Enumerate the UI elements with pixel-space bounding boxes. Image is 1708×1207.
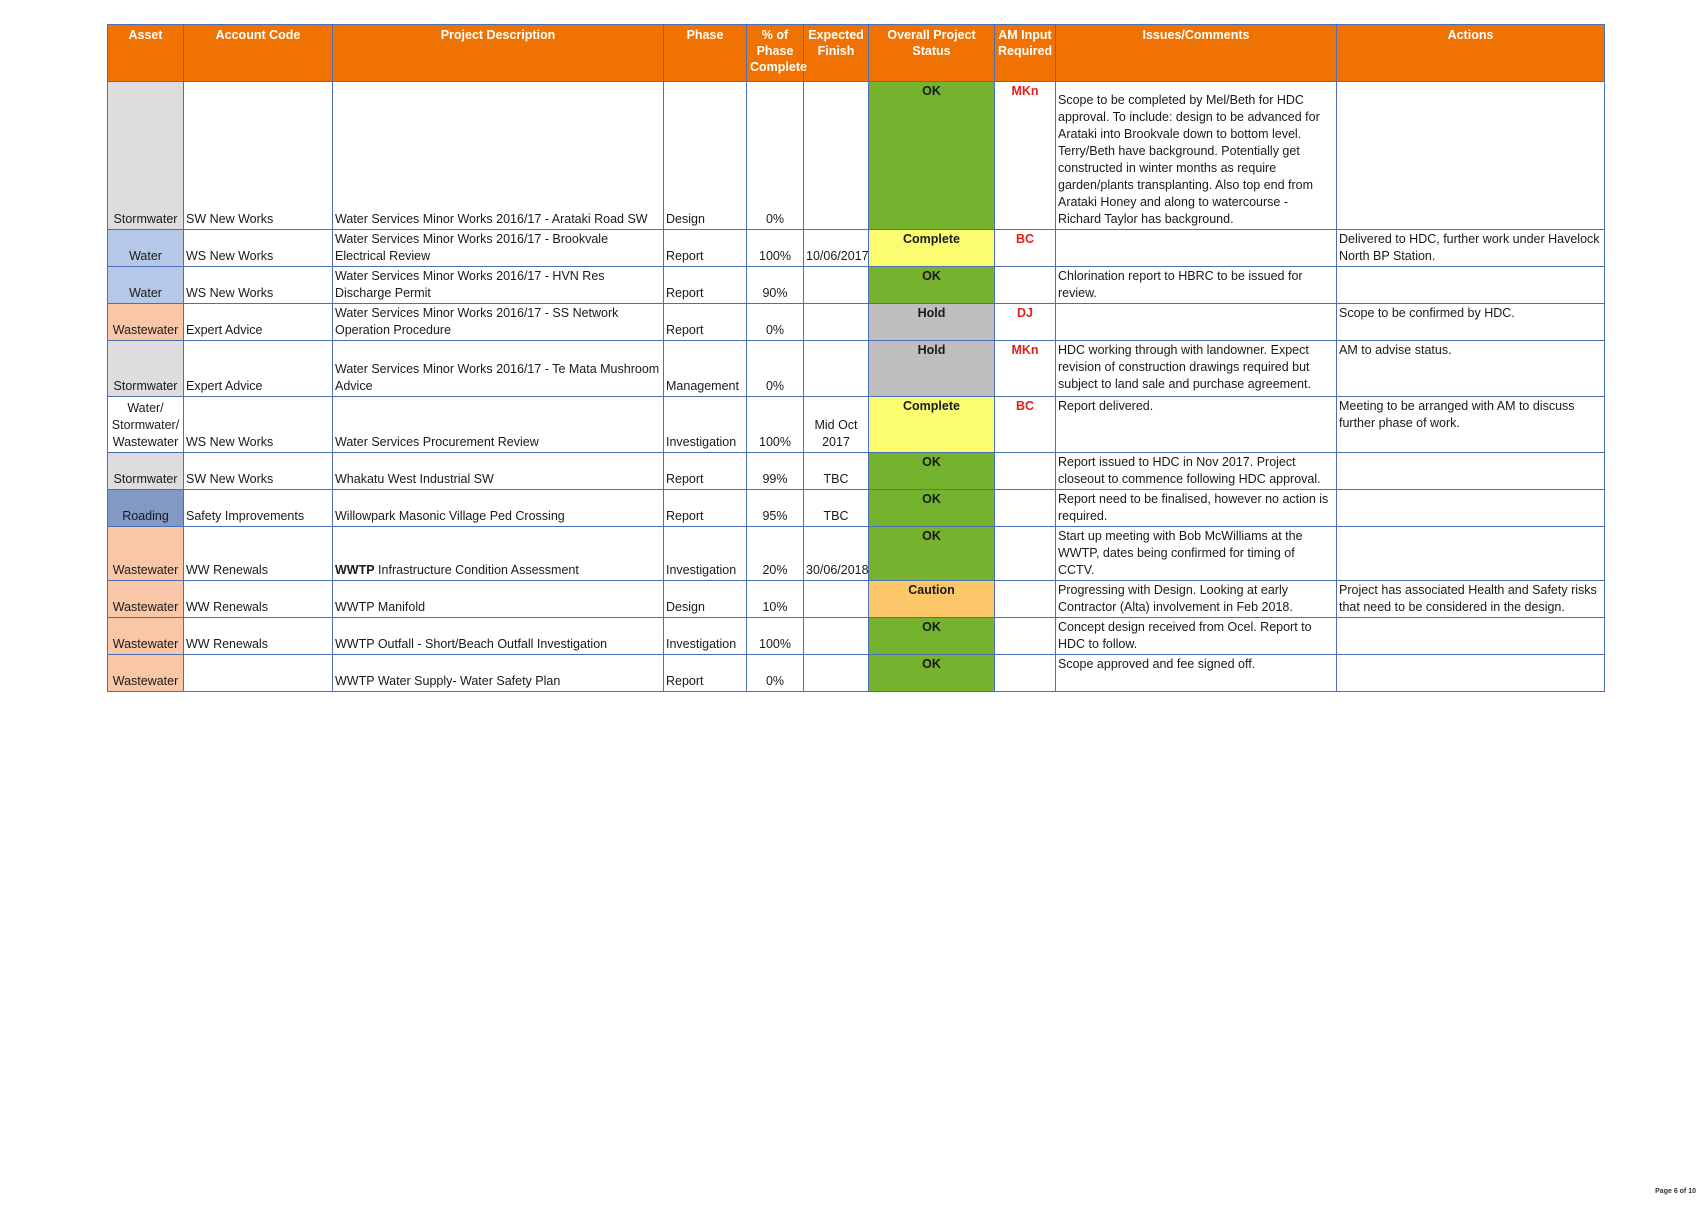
actions-cell — [1337, 490, 1605, 527]
expected-finish-cell: TBC — [804, 453, 869, 490]
description-text: Water Services Minor Works 2016/17 - HVN Res Discharge Permit — [335, 269, 605, 300]
description-text: Water Services Minor Works 2016/17 - Brookvale Electrical Review — [335, 232, 609, 263]
project-description-cell — [333, 618, 664, 655]
pct-complete-cell: 0% — [747, 341, 804, 397]
issues-text: Concept design received from Ocel. Report to HDC to follow. — [1058, 620, 1312, 651]
issues-text: Chlorination report to HBRC to be issued for review. — [1058, 269, 1303, 300]
am-input-cell: BC — [995, 397, 1056, 453]
issues-cell — [1056, 655, 1337, 692]
table-row — [108, 304, 1605, 341]
table-row — [108, 341, 1605, 397]
description-text: Water Services Minor Works 2016/17 - SS Network Operation Procedure — [335, 306, 619, 337]
expected-finish-cell: 30/06/2018 — [804, 527, 869, 581]
am-input-cell — [995, 267, 1056, 304]
description-text: Water Services Minor Works 2016/17 - Te Mata Mushroom Advice — [335, 362, 660, 393]
phase-cell: Investigation — [664, 618, 747, 655]
asset-cell: Wastewater — [108, 618, 184, 655]
pct-complete-cell: 0% — [747, 655, 804, 692]
expected-finish-cell: TBC — [804, 490, 869, 527]
issues-text: Report issued to HDC in Nov 2017. Project closeout to commence following HDC approval. — [1058, 455, 1321, 486]
actions-cell — [1337, 82, 1605, 230]
phase-cell: Report — [664, 655, 747, 692]
project-status-table — [107, 24, 1605, 692]
table-row — [108, 527, 1605, 581]
asset-cell: Water — [108, 267, 184, 304]
pct-complete-cell: 0% — [747, 82, 804, 230]
header-row — [108, 25, 1605, 82]
issues-cell — [1056, 490, 1337, 527]
account-code-cell: Expert Advice — [184, 341, 333, 397]
status-cell: OK — [869, 453, 995, 490]
actions-cell: AM to advise status. — [1337, 341, 1605, 397]
issues-cell — [1056, 453, 1337, 490]
account-code-cell: WW Renewals — [184, 527, 333, 581]
issues-cell — [1056, 341, 1337, 397]
phase-cell: Design — [664, 82, 747, 230]
project-description-cell — [333, 341, 664, 397]
phase-cell: Report — [664, 304, 747, 341]
description-text: Water Services Procurement Review — [335, 435, 539, 449]
expected-finish-cell — [804, 341, 869, 397]
phase-cell: Report — [664, 490, 747, 527]
issues-cell — [1056, 230, 1337, 267]
phase-cell: Management — [664, 341, 747, 397]
issues-text: Report delivered. — [1058, 399, 1154, 413]
actions-cell: Meeting to be arranged with AM to discuss further phase of work. — [1337, 397, 1605, 453]
expected-finish-cell — [804, 618, 869, 655]
pct-complete-cell: 100% — [747, 230, 804, 267]
issues-text: Scope approved and fee signed off. — [1058, 657, 1256, 671]
am-input-cell — [995, 490, 1056, 527]
asset-cell: Water — [108, 230, 184, 267]
pct-complete-cell: 20% — [747, 527, 804, 581]
table-row — [108, 490, 1605, 527]
am-input-cell: MKn — [995, 341, 1056, 397]
expected-finish-cell: 10/06/2017 — [804, 230, 869, 267]
asset-cell: Wastewater — [108, 304, 184, 341]
project-description-cell — [333, 655, 664, 692]
asset-cell: Wastewater — [108, 581, 184, 618]
project-description-cell — [333, 581, 664, 618]
issues-cell — [1056, 304, 1337, 341]
status-cell: OK — [869, 618, 995, 655]
actions-cell: Project has associated Health and Safety risks that need to be considered in the design. — [1337, 581, 1605, 618]
page-number: Page 6 of 10 — [1655, 1188, 1696, 1195]
am-input-cell — [995, 581, 1056, 618]
phase-cell: Design — [664, 581, 747, 618]
project-description-cell — [333, 397, 664, 453]
issues-cell — [1056, 82, 1337, 230]
actions-cell — [1337, 618, 1605, 655]
pct-complete-cell: 90% — [747, 267, 804, 304]
expected-finish-cell — [804, 304, 869, 341]
description-text: WWTP Water Supply- Water Safety Plan — [335, 674, 561, 688]
table-row — [108, 618, 1605, 655]
account-code-cell: WS New Works — [184, 230, 333, 267]
table-row — [108, 397, 1605, 453]
col-header-overall-status: Overall Project Status — [869, 25, 995, 82]
status-cell: Hold — [869, 341, 995, 397]
table-row — [108, 453, 1605, 490]
col-header-asset: Asset — [108, 25, 184, 82]
project-description-cell — [333, 490, 664, 527]
issues-cell — [1056, 267, 1337, 304]
pct-complete-cell: 0% — [747, 304, 804, 341]
asset-cell: Water/ Stormwater/ Wastewater — [108, 397, 184, 453]
account-code-cell: Expert Advice — [184, 304, 333, 341]
phase-cell: Investigation — [664, 527, 747, 581]
description-text: Whakatu West Industrial SW — [335, 472, 494, 486]
issues-cell — [1056, 618, 1337, 655]
col-header-issues: Issues/Comments — [1056, 25, 1337, 82]
issues-text: Progressing with Design. Looking at early Contractor (Alta) involvement in Feb 2018. — [1058, 583, 1293, 614]
account-code-cell: SW New Works — [184, 82, 333, 230]
col-header-account-code: Account Code — [184, 25, 333, 82]
asset-cell: Stormwater — [108, 82, 184, 230]
phase-cell: Investigation — [664, 397, 747, 453]
expected-finish-cell — [804, 655, 869, 692]
status-cell: OK — [869, 82, 995, 230]
table-row — [108, 230, 1605, 267]
table-row — [108, 581, 1605, 618]
project-description-cell — [333, 527, 664, 581]
account-code-cell: WS New Works — [184, 397, 333, 453]
actions-cell: Scope to be confirmed by HDC. — [1337, 304, 1605, 341]
project-description-cell — [333, 230, 664, 267]
actions-cell — [1337, 267, 1605, 304]
am-input-cell — [995, 453, 1056, 490]
table-row — [108, 82, 1605, 230]
description-bold: WWTP — [335, 563, 375, 577]
col-header-am-input: AM Input Required — [995, 25, 1056, 82]
account-code-cell: WW Renewals — [184, 618, 333, 655]
phase-cell: Report — [664, 453, 747, 490]
col-header-project-description: Project Description — [333, 25, 664, 82]
pct-complete-cell: 100% — [747, 397, 804, 453]
col-header-actions: Actions — [1337, 25, 1605, 82]
issues-text: Report need to be finalised, however no action is required. — [1058, 492, 1329, 523]
description-text: Water Services Minor Works 2016/17 - Arataki Road SW — [335, 212, 648, 226]
account-code-cell: Safety Improvements — [184, 490, 333, 527]
issues-cell — [1056, 527, 1337, 581]
status-cell: OK — [869, 490, 995, 527]
asset-cell: Wastewater — [108, 527, 184, 581]
actions-cell — [1337, 453, 1605, 490]
table-row — [108, 655, 1605, 692]
description-text: Willowpark Masonic Village Ped Crossing — [335, 509, 565, 523]
status-cell: OK — [869, 655, 995, 692]
expected-finish-cell — [804, 581, 869, 618]
am-input-cell — [995, 618, 1056, 655]
table-row — [108, 267, 1605, 304]
expected-finish-cell — [804, 82, 869, 230]
col-header-phase: Phase — [664, 25, 747, 82]
issues-cell — [1056, 397, 1337, 453]
issues-text: HDC working through with landowner. Expect revision of construction drawings required but subject to land sale and purchase agreement. — [1058, 343, 1311, 391]
account-code-cell: WS New Works — [184, 267, 333, 304]
asset-cell: Stormwater — [108, 453, 184, 490]
description-text: Infrastructure Condition Assessment — [374, 563, 579, 577]
am-input-cell — [995, 655, 1056, 692]
col-header-expected-finish: Expected Finish — [804, 25, 869, 82]
asset-cell: Stormwater — [108, 341, 184, 397]
status-cell: Complete — [869, 230, 995, 267]
phase-cell: Report — [664, 230, 747, 267]
expected-finish-cell — [804, 267, 869, 304]
project-description-cell — [333, 82, 664, 230]
project-description-cell — [333, 453, 664, 490]
issues-text: Scope to be completed by Mel/Beth for HDC approval. To include: design to be advanced for Arataki into Brookvale down to bottom level. Terry/Beth have background. Potentially get constructed in winter months as require garden/plants transplanting. Also top end from Arataki Honey and along to watercourse - Richard Taylor has background. — [1058, 93, 1320, 226]
actions-cell — [1337, 655, 1605, 692]
account-code-cell: WW Renewals — [184, 581, 333, 618]
project-description-cell — [333, 267, 664, 304]
col-header-pct-complete: % of Phase Complete — [747, 25, 804, 82]
account-code-cell — [184, 655, 333, 692]
asset-cell: Roading — [108, 490, 184, 527]
status-cell: OK — [869, 527, 995, 581]
pct-complete-cell: 95% — [747, 490, 804, 527]
am-input-cell: DJ — [995, 304, 1056, 341]
status-cell: Caution — [869, 581, 995, 618]
account-code-cell: SW New Works — [184, 453, 333, 490]
pct-complete-cell: 100% — [747, 618, 804, 655]
am-input-cell — [995, 527, 1056, 581]
status-cell: Hold — [869, 304, 995, 341]
status-cell: OK — [869, 267, 995, 304]
am-input-cell: BC — [995, 230, 1056, 267]
am-input-cell: MKn — [995, 82, 1056, 230]
description-text: WWTP Manifold — [335, 600, 426, 614]
expected-finish-cell: Mid Oct 2017 — [804, 397, 869, 453]
actions-cell — [1337, 527, 1605, 581]
description-text: WWTP Outfall - Short/Beach Outfall Investigation — [335, 637, 608, 651]
asset-cell: Wastewater — [108, 655, 184, 692]
project-description-cell — [333, 304, 664, 341]
pct-complete-cell: 10% — [747, 581, 804, 618]
status-cell: Complete — [869, 397, 995, 453]
actions-cell: Delivered to HDC, further work under Havelock North BP Station. — [1337, 230, 1605, 267]
phase-cell: Report — [664, 267, 747, 304]
pct-complete-cell: 99% — [747, 453, 804, 490]
issues-cell — [1056, 581, 1337, 618]
issues-text: Start up meeting with Bob McWilliams at the WWTP, dates being confirmed for timing of CCTV. — [1058, 529, 1303, 577]
